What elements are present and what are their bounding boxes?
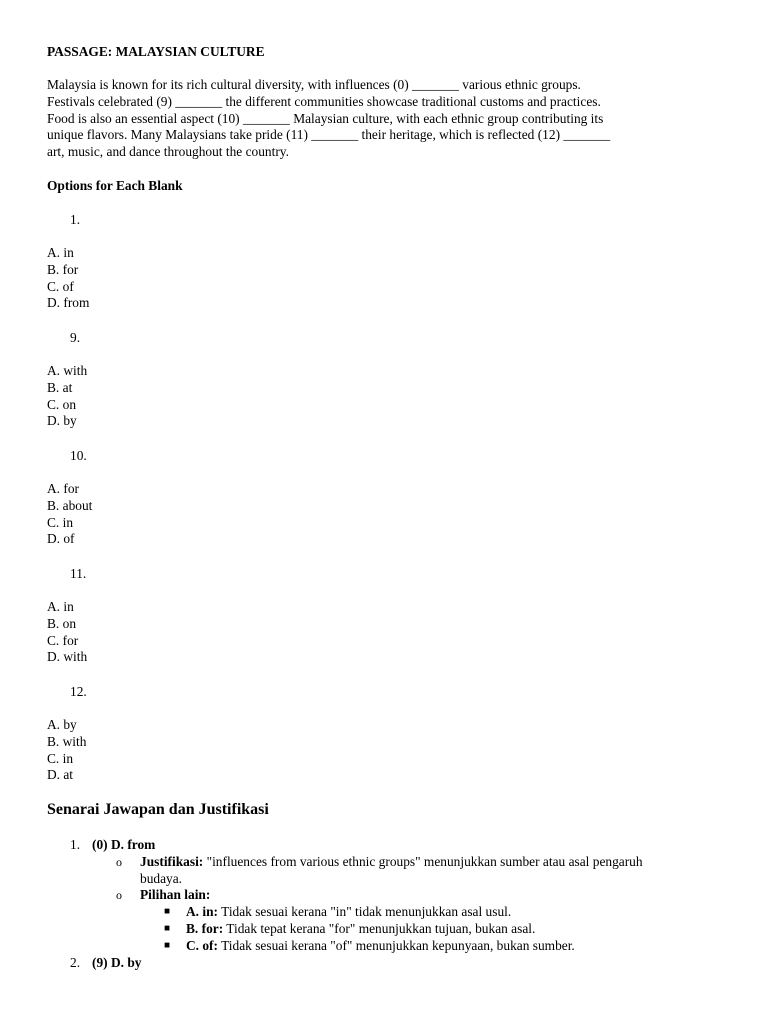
passage-line: Food is also an essential aspect (10) _______ Malaysian culture, with each ethnic group contributing its — [47, 110, 604, 126]
option-choice: D. at — [47, 767, 74, 783]
other-option-label: B. for: — [186, 920, 224, 936]
other-options-label: Pilihan lain: — [140, 887, 211, 903]
option-choice: D. with — [47, 649, 88, 665]
passage-line: Festivals celebrated (9) _______ the different communities showcase traditional customs and practices. — [47, 93, 601, 109]
square-bullet-icon: ■ — [164, 906, 171, 918]
option-choice: C. of — [47, 278, 74, 294]
answer-list — [70, 837, 750, 971]
option-number: 9. — [70, 330, 81, 345]
sub-bullet: o — [116, 888, 122, 903]
option-choice: B. at — [47, 379, 73, 395]
other-option-text: Tidak sesuai kerana "in" tidak menunjukkan asal usul. — [221, 904, 512, 920]
option-number: 12. — [70, 684, 87, 699]
option-choice: D. of — [47, 531, 75, 547]
option-list — [47, 363, 87, 430]
other-option — [70, 921, 750, 938]
option-choice: B. with — [47, 733, 87, 749]
square-bullet-icon: ■ — [164, 939, 171, 951]
options-heading: Options for Each Blank — [47, 178, 183, 193]
option-choice: C. in — [47, 750, 74, 766]
justification-label: Justifikasi: — [140, 853, 204, 869]
answer-item — [70, 837, 750, 854]
option-choice: D. by — [47, 413, 77, 429]
answer-title: (0) D. from — [92, 837, 156, 852]
other-option — [70, 904, 750, 921]
option-number: 11. — [70, 566, 87, 581]
option-list — [47, 245, 89, 312]
answer-title: (9) D. by — [92, 954, 142, 970]
passage-title: PASSAGE: MALAYSIAN CULTURE — [47, 44, 265, 59]
other-options-item — [70, 887, 750, 904]
option-number: 10. — [70, 448, 87, 463]
option-choice: B. for — [47, 261, 79, 277]
passage-body — [47, 77, 610, 161]
answer-number: 1. — [70, 837, 81, 852]
option-choice: B. on — [47, 615, 77, 631]
option-choice: C. in — [47, 514, 74, 530]
option-choice: D. from — [47, 295, 90, 311]
answers-heading: Senarai Jawapan dan Justifikasi — [47, 801, 269, 818]
answer-item — [70, 955, 750, 972]
option-choice: A. in — [47, 599, 74, 614]
option-choice: C. on — [47, 396, 77, 412]
option-number: 1. — [70, 212, 81, 227]
option-list — [47, 599, 87, 666]
option-choice: C. for — [47, 632, 79, 648]
other-option-label: A. in: — [186, 904, 218, 920]
other-option-text: Tidak tepat kerana "for" menunjukkan tujuan, bukan asal. — [226, 920, 536, 936]
option-choice: A. with — [47, 363, 88, 378]
option-list — [47, 717, 86, 784]
other-option — [70, 938, 750, 955]
option-choice: A. in — [47, 245, 74, 260]
option-list — [47, 481, 92, 548]
passage-line: unique flavors. Many Malaysians take pride (11) _______ their heritage, which is reflected (12) _______ — [47, 127, 611, 143]
square-bullet-icon: ■ — [164, 922, 171, 934]
option-choice: A. by — [47, 717, 77, 732]
justification-item — [70, 854, 750, 888]
sub-bullet: o — [116, 854, 122, 869]
option-choice: A. for — [47, 481, 79, 496]
other-option-text: Tidak sesuai kerana "of" menunjukkan kepunyaan, bukan sumber. — [221, 937, 575, 953]
passage-line: Malaysia is known for its rich cultural diversity, with influences (0) _______ various ethnic groups. — [47, 77, 581, 92]
passage-line: art, music, and dance throughout the country. — [47, 144, 289, 160]
other-option-label: C. of: — [186, 937, 218, 953]
answer-number: 2. — [70, 954, 81, 970]
option-choice: B. about — [47, 497, 93, 513]
justification-text: "influences from various ethnic groups" menunjukkan sumber atau asal pengaruh budaya. — [140, 853, 643, 886]
